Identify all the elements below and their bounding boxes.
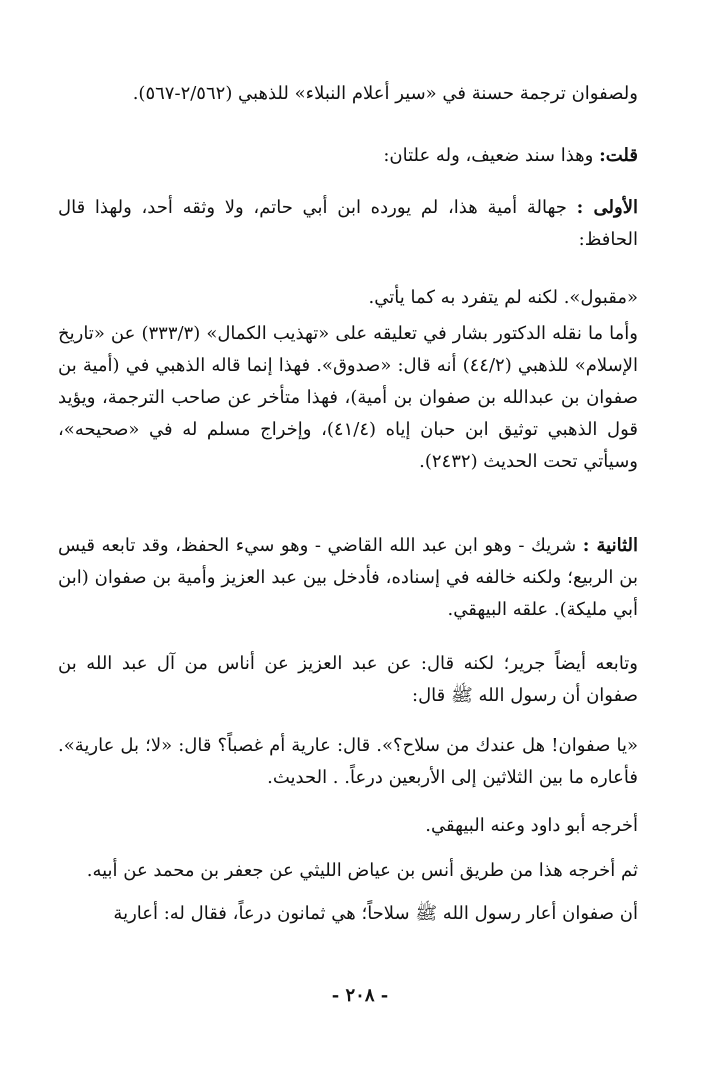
paragraph-anas-route	[58, 855, 638, 887]
paragraph-lead: الأولى :	[576, 197, 638, 218]
paragraph-text: وهذا سند ضعيف، وله علتان:	[383, 145, 594, 166]
paragraph-text: شريك - وهو ابن عبد الله القاضي - وهو سيء الحفظ، وقد تابعه قيس بن الربيع؛ ولكنه خالفه في إسناده، فأدخل بين عبد العزيز وأمية بن صفوان (ابن أبي مليكة). علقه البيهقي.	[58, 535, 638, 620]
paragraph-biography-reference	[58, 78, 638, 110]
paragraph-text: ولصفوان ترجمة حسنة في «سير أعلام النبلاء» للذهبي (٢/٥٦٢-٥٦٧).	[132, 83, 638, 104]
paragraph-second-defect	[58, 530, 638, 626]
paragraph-text: وتابعه أيضاً جرير؛ لكنه قال: عن عبد العزيز عن أناس من آل عبد الله بن صفوان أن رسول الله ﷺ قال:	[58, 653, 638, 706]
paragraph-text: «يا صفوان! هل عندك من سلاح؟». قال: عارية أم غصباً؟ قال: «لا؛ بل عارية». فأعاره ما بين الثلاثين إلى الأربعين درعاً. . الحديث.	[58, 735, 638, 788]
paragraph-lead: الثانية :	[582, 535, 638, 556]
paragraph-abu-dawud	[58, 810, 638, 842]
paragraph-dhahabi-note	[58, 318, 638, 478]
page-number: - ٢٠٨ -	[331, 985, 389, 1006]
paragraph-lead: قلت:	[599, 145, 638, 166]
paragraph-text: «مقبول». لكنه لم يتفرد به كما يأتي.	[368, 287, 638, 308]
paragraph-text: أن صفوان أعار رسول الله ﷺ سلاحاً؛ هي ثمانون درعاً، فقال له: أعارية	[113, 903, 638, 924]
paragraph-jarir-narration	[58, 648, 638, 712]
paragraph-text: وأما ما نقله الدكتور بشار في تعليقه على «تهذيب الكمال» (٣٣٣/٣) عن «تاريخ الإسلام» للذهبي (٤٤/٢) أنه قال: «صدوق». فهذا إنما قاله الذهبي في (أمية بن صفوان بن عبدالله بن صفوان بن أمية)، فهذا متأخر عن صاحب الترجمة، ويؤيد قول الذهبي توثيق ابن حبان إياه (٤١/٤)، وإخراج مسلم له في «صحيحه»، وسيأتي تحت الحديث (٢٤٣٢).	[58, 323, 639, 472]
paragraph-text: جهالة أمية هذا، لم يورده ابن أبي حاتم، ولا وثقه أحد، ولهذا قال الحافظ:	[58, 197, 638, 250]
paragraph-safwan-lent	[58, 898, 638, 930]
paragraph-first-defect	[58, 192, 638, 256]
paragraph-maqbul	[58, 282, 638, 314]
paragraph-text: ثم أخرجه هذا من طريق أنس بن عياض الليثي عن جعفر بن محمد عن أبيه.	[86, 860, 638, 881]
paragraph-text: أخرجه أبو داود وعنه البيهقي.	[425, 815, 638, 836]
paragraph-chain-weak	[58, 140, 638, 172]
paragraph-hadith-quote	[58, 730, 638, 794]
